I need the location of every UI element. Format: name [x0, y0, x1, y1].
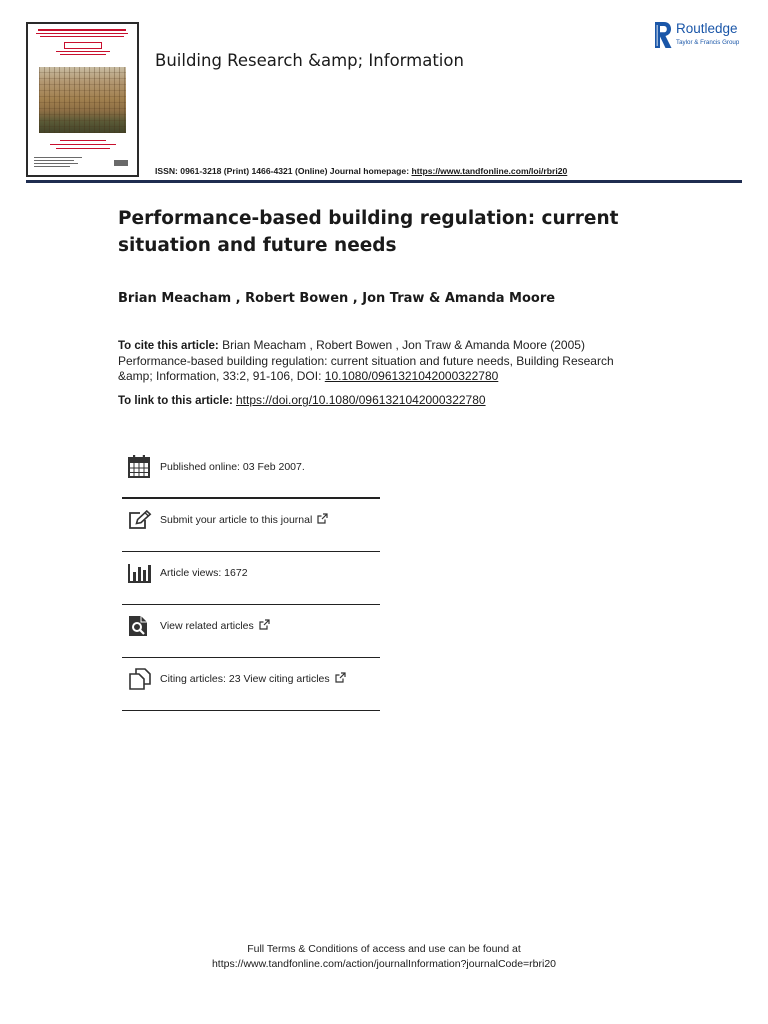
view-related-articles-link[interactable] [122, 605, 380, 658]
citing-documents-icon [122, 668, 160, 690]
view-related-articles-label[interactable]: View related articles [160, 620, 254, 632]
article-doi-link[interactable]: https://doi.org/10.1080/0961321042000322780 [236, 393, 486, 407]
bar-chart-icon [122, 563, 160, 583]
cover-text-line [56, 148, 110, 149]
citing-articles-label[interactable]: Citing articles: 23 View citing articles [160, 673, 330, 685]
terms-text: Full Terms & Conditions of access and use can be found at [247, 943, 521, 955]
cover-special-issue-box [64, 42, 102, 49]
edit-icon [122, 510, 160, 530]
publisher-group: Taylor & Francis Group [676, 39, 740, 46]
submit-article-label[interactable]: Submit your article to this journal [160, 514, 313, 526]
journal-cover-thumbnail [26, 22, 139, 177]
journal-information-link[interactable]: https://www.tandfonline.com/action/journalInformation?journalCode=rbri20 [211, 958, 557, 970]
cover-masthead-line [36, 33, 128, 34]
routledge-r-icon [654, 21, 672, 53]
publisher-logo [654, 20, 746, 52]
article-title: Performance-based building regulation: current situation and future needs [118, 208, 619, 256]
terms-footer [0, 942, 768, 972]
cover-text-line [34, 157, 82, 158]
cover-text-line [34, 166, 70, 167]
issn-text: ISSN: 0961-3218 (Print) 1466-4321 (Online) Journal homepage: [155, 166, 412, 176]
external-link-icon [259, 619, 270, 633]
journal-title: Building Research &amp; Information [155, 51, 464, 70]
calendar-icon [122, 455, 160, 478]
cite-text: Brian Meacham , Robert Bowen , Jon Traw & Amanda Moore (2005) Performance-based building regulation: current situation and future needs, Building Research &amp; Information, 33:2, 91-106, DOI: [118, 338, 614, 383]
citation-block [118, 338, 623, 384]
published-online-label: Published online: 03 Feb 2007. [160, 460, 305, 473]
publisher-name: Routledge [676, 21, 738, 36]
issn-line [155, 166, 567, 176]
article-link-line [118, 393, 486, 409]
cover-publisher-logo [114, 160, 128, 166]
header-divider [26, 180, 742, 183]
cover-building-photo [39, 67, 126, 133]
cover-masthead-line [40, 36, 124, 37]
article-views-row [122, 552, 380, 605]
submit-article-link[interactable] [122, 499, 380, 552]
external-link-icon [317, 513, 328, 527]
search-document-icon [122, 615, 160, 637]
cite-label: To cite this article: [118, 340, 219, 352]
article-views-label: Article views: 1672 [160, 567, 248, 579]
cover-text-line [34, 163, 78, 164]
cite-doi-link[interactable]: 10.1080/0961321042000322780 [324, 369, 499, 383]
article-info-panel [122, 446, 380, 711]
cover-text-line [50, 144, 116, 145]
cover-masthead-line [38, 29, 126, 31]
link-label: To link to this article: [118, 395, 236, 407]
cover-text-line [60, 54, 106, 55]
journal-homepage-link[interactable]: https://www.tandfonline.com/loi/rbri20 [411, 166, 568, 176]
published-online-row [122, 446, 380, 499]
cover-text-line [60, 140, 106, 141]
cover-text-line [34, 160, 74, 161]
external-link-icon [335, 672, 346, 686]
article-authors: Brian Meacham , Robert Bowen , Jon Traw & Amanda Moore [118, 291, 556, 306]
cover-text-line [56, 51, 110, 52]
citing-articles-link[interactable] [122, 658, 380, 711]
